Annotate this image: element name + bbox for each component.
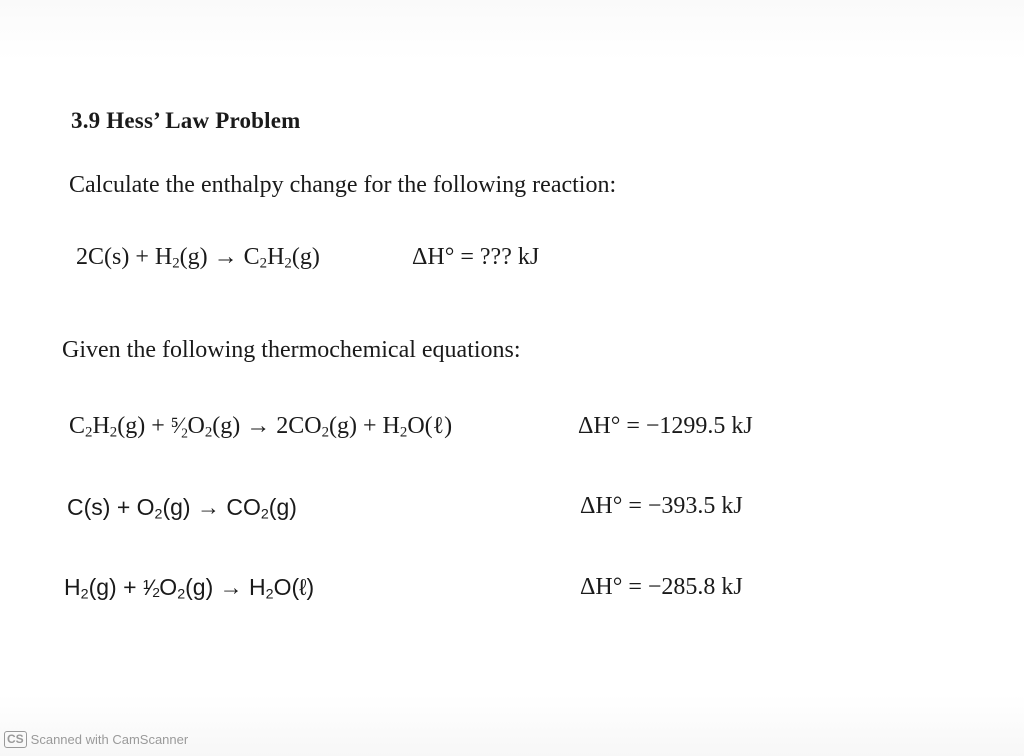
given-equation-1: $C_2H_2(g)$ + $^5⁄_2O_2(g) \to 2CO_2(g)$ + $H_2O(\ell)$ [69, 413, 453, 441]
target-reaction-delta-h: ΔH° = ??? kJ [412, 244, 540, 270]
camscanner-watermark [4, 731, 188, 748]
target-reaction-equation: $2C(s) + H_2(g) \to C_2H_2(g)$ [76, 244, 320, 272]
given-equation-2: $C(s) + O_2(g) \to CO_2(g)$ [67, 494, 297, 523]
instruction-text: Calculate the enthalpy change for the following reaction: [69, 172, 617, 198]
problem-title: 3.9 Hess’ Law Problem [71, 108, 301, 133]
camscanner-logo-icon: CS [4, 731, 27, 748]
given-label: Given the following thermochemical equations: [62, 337, 521, 363]
given-equation-2-delta-h: ΔH° = −393.5 kJ [580, 493, 743, 519]
given-equation-1-delta-h: ΔH° = −1299.5 kJ [578, 413, 753, 439]
given-equation-3: $H_2(g)$ + $^1⁄_2O_2(g)$ → $H_2O(\ell)$ [64, 574, 315, 603]
watermark-text: Scanned with CamScanner [30, 732, 189, 747]
given-equation-3-delta-h: ΔH° = −285.8 kJ [580, 574, 743, 600]
